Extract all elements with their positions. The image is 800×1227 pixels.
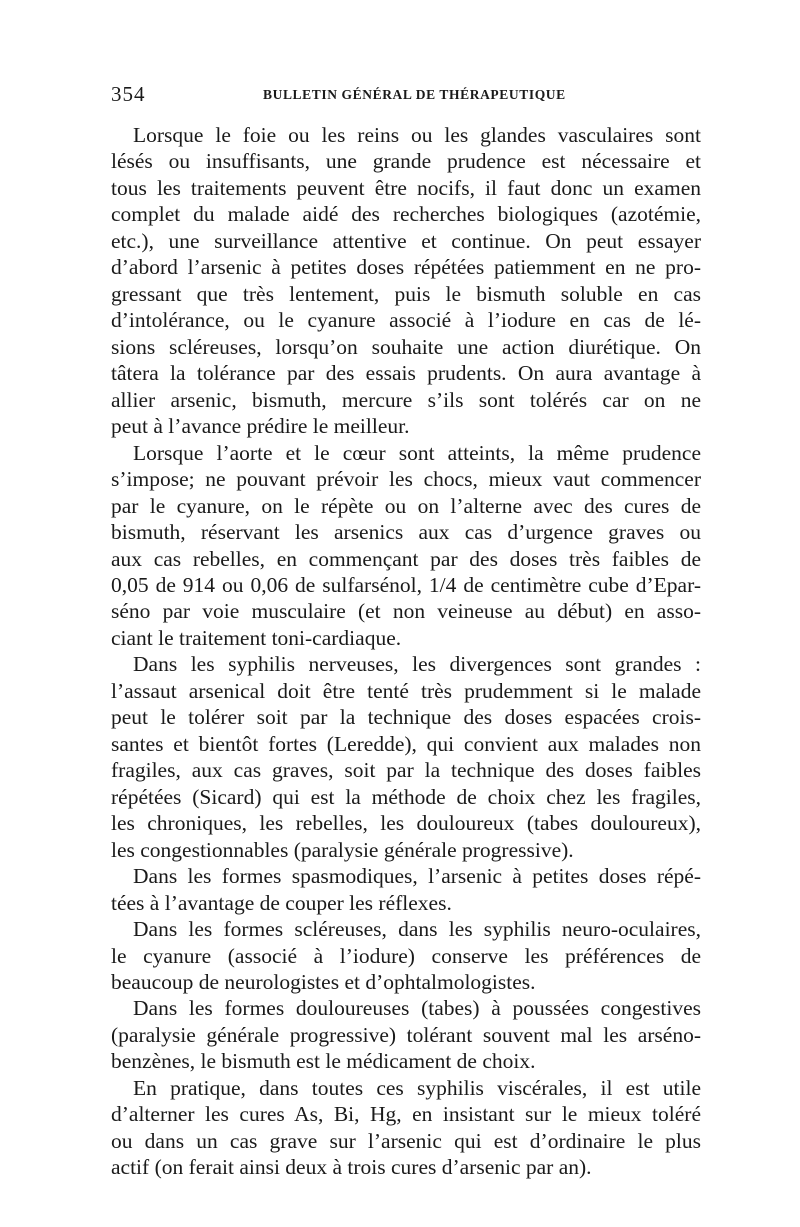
page-number: 354 <box>111 82 146 106</box>
text-line: par le cyanure, on le répète ou on l’alterne avec des cures de <box>111 493 701 518</box>
text-line: Lorsque le foie ou les reins ou les glandes vasculaires sont <box>133 123 701 147</box>
paragraph-in-practice <box>111 1075 701 1181</box>
paragraph-sclerotic-forms <box>111 916 701 995</box>
text-line: tâtera la tolérance par des essais prudents. On aura avantage à <box>111 361 701 386</box>
text-line: s’impose; ne pouvant prévoir les chocs, mieux vaut commencer <box>111 467 701 492</box>
paragraph-spasmodic-forms <box>111 863 701 916</box>
text-line: répétées (Sicard) qui est la méthode de choix chez les fragiles, <box>111 784 701 809</box>
text-line: santes et bientôt fortes (Leredde), qui convient aux malades non <box>111 731 701 756</box>
text-line: fragiles, aux cas graves, soit par la technique des doses faibles <box>111 758 701 783</box>
running-head <box>111 82 701 106</box>
text-body <box>111 122 701 1181</box>
text-line: peut le tolérer soit par la technique des doses espacées crois- <box>111 705 701 730</box>
text-line: 0,05 de 914 ou 0,06 de sulfarsénol, 1/4 de centimètre cube d’Epar- <box>111 572 701 597</box>
text-line: Lorsque l’aorte et le cœur sont atteints, la même prudence <box>133 440 701 465</box>
text-line: d’abord l’arsenic à petites doses répétées patiemment en ne pro- <box>111 255 701 280</box>
text-line: l’assaut arsenical doit être tenté très prudemment si le malade <box>111 678 701 703</box>
text-line: aux cas rebelles, en commençant par des doses très faibles de <box>111 546 701 571</box>
paragraph-painful-forms <box>111 995 701 1074</box>
text-line: d’alterner les cures As, Bi, Hg, en insistant sur le mieux toléré <box>111 1102 701 1127</box>
text-line: (paralysie générale progressive) tolérant souvent mal les arséno- <box>111 1022 701 1047</box>
text-line: Dans les formes scléreuses, dans les syphilis neuro-oculaires, <box>133 917 701 942</box>
text-line: séno par voie musculaire (et non veineuse au début) en asso- <box>111 599 701 624</box>
text-line: les chroniques, les rebelles, les douloureux (tabes douloureux), <box>111 811 701 836</box>
text-line: tées à l’avantage de couper les réflexes. <box>111 890 452 915</box>
text-line: benzènes, le bismuth est le médicament de choix. <box>111 1049 536 1074</box>
text-line: le cyanure (associé à l’iodure) conserve les préférences de <box>111 943 701 968</box>
text-line: beaucoup de neurologistes et d’ophtalmologistes. <box>111 970 536 994</box>
text-line: les congestionnables (paralysie générale progressive). <box>111 837 574 862</box>
text-line: actif (on ferait ainsi deux à trois cures d’arsenic par an). <box>111 1155 592 1180</box>
text-line: etc.), une surveillance attentive et continue. On peut essayer <box>111 228 701 253</box>
text-line: d’intolérance, ou le cyanure associé à l’iodure en cas de lé- <box>111 308 701 333</box>
paragraph-nervous-syphilis <box>111 651 701 863</box>
text-line: peut à l’avance prédire le meilleur. <box>111 414 410 439</box>
text-line: tous les traitements peuvent être nocifs, il faut donc un examen <box>111 175 701 200</box>
text-line: ciant le traitement toni-cardiaque. <box>111 625 402 650</box>
text-line: En pratique, dans toutes ces syphilis viscérales, il est utile <box>133 1075 701 1100</box>
text-line: gressant que très lentement, puis le bismuth soluble en cas <box>111 281 701 306</box>
text-line: Dans les formes spasmodiques, l’arsenic à petites doses répé- <box>133 864 701 889</box>
text-line: allier arsenic, bismuth, mercure s’ils sont tolérés car on ne <box>111 387 701 412</box>
journal-title: BULLETIN GÉNÉRAL DE THÉRAPEUTIQUE <box>263 87 566 102</box>
text-line: Dans les formes douloureuses (tabes) à poussées congestives <box>133 996 701 1021</box>
text-line: ou dans un cas grave sur l’arsenic qui est d’ordinaire le plus <box>111 1128 701 1153</box>
text-line: lésés ou insuffisants, une grande prudence est nécessaire et <box>111 149 701 174</box>
paragraph-organ-insufficiency <box>111 122 701 440</box>
text-line: bismuth, réservant les arsenics aux cas d’urgence graves ou <box>111 520 701 545</box>
text-line: complet du malade aidé des recherches biologiques (azotémie, <box>111 202 701 227</box>
text-line: Dans les syphilis nerveuses, les divergences sont grandes : <box>133 652 701 677</box>
text-line: sions scléreuses, lorsqu’on souhaite une action diurétique. On <box>111 334 701 359</box>
paragraph-aorta-heart <box>111 440 701 652</box>
